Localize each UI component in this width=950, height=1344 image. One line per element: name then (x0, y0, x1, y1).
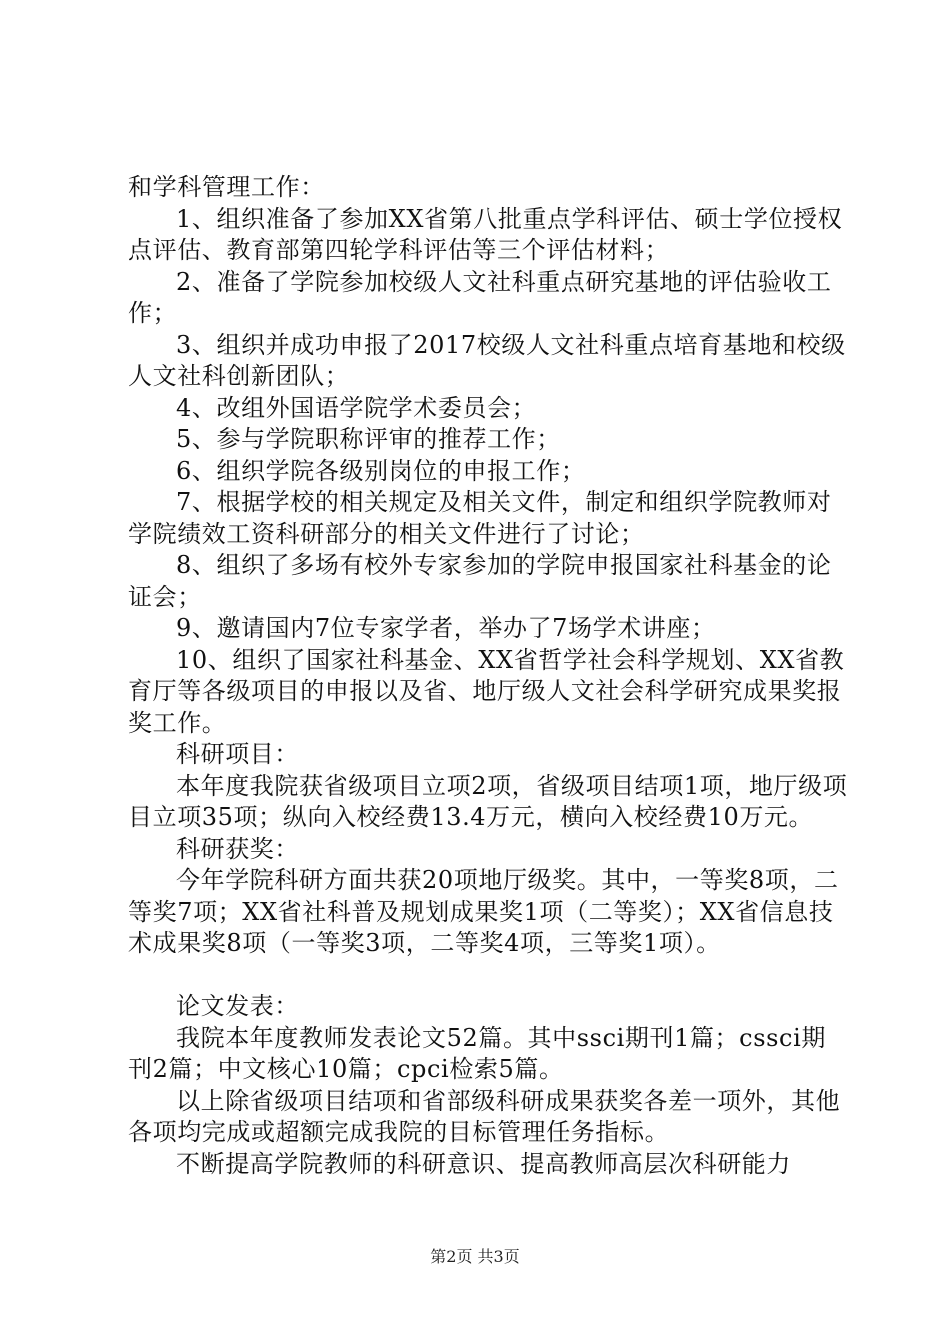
paragraph-continuation: 和学科管理工作： (128, 173, 325, 201)
paragraph-closing: 不断提高学院教师的科研意识、提高教师高层次科研能力 (176, 1149, 791, 1178)
section-heading-research-awards: 科研获奖： (176, 834, 299, 863)
page-number-footer: 第2页 共3页 (430, 1247, 520, 1266)
list-item-9: 9、邀请国内7位专家学者，举办了7场学术讲座； (176, 614, 716, 642)
list-item-3: 3、组织并成功申报了2017校级人文社科重点培育基地和校级人文社科创新团队； (128, 330, 846, 390)
document-body (128, 172, 848, 1180)
list-item-5: 5、参与学院职称评审的推荐工作； (176, 425, 561, 453)
paragraph-publications: 我院本年度教师发表论文52篇。其中ssci期刊1篇；cssci期刊2篇；中文核心10篇；cpci检索5篇。 (128, 1023, 826, 1083)
paragraph-research-awards: 今年学院科研方面共获20项地厅级奖。其中，一等奖8项，二等奖7项；XX省社科普及规划成果奖1项（二等奖）；XX省信息技术成果奖8项（一等奖3项，二等奖4项，三等奖1项）。 (128, 866, 839, 957)
list-item-7: 7、根据学校的相关规定及相关文件，制定和组织学院教师对学院绩效工资科研部分的相关文件进行了讨论； (128, 488, 832, 548)
blank-line (128, 960, 848, 992)
paragraph-research-projects: 本年度我院获省级项目立项2项，省级项目结项1项，地厅级项目立项35项；纵向入校经费13.4万元，横向入校经费10万元。 (128, 771, 848, 831)
paragraph-summary: 以上除省级项目结项和省部级科研成果获奖各差一项外，其他各项均完成或超额完成我院的目标管理任务指标。 (128, 1086, 841, 1146)
section-heading-research-projects: 科研项目： (176, 740, 299, 768)
list-item-8: 8、组织了多场有校外专家参加的学院申报国家社科基金的论证会； (128, 551, 832, 611)
list-item-1: 1、组织准备了参加XX省第八批重点学科评估、硕士学位授权点评估、教育部第四轮学科评估等三个评估材料； (128, 204, 843, 264)
list-item-4: 4、改组外国语学院学术委员会； (176, 393, 537, 422)
section-heading-publications: 论文发表： (176, 992, 299, 1020)
list-item-10: 10、组织了国家社科基金、XX省哲学社会科学规划、XX省教育厅等各级项目的申报以及省、地厅级人文社会科学研究成果奖报奖工作。 (128, 645, 845, 737)
list-item-2: 2、准备了学院参加校级人文社科重点研究基地的评估验收工作； (128, 267, 832, 327)
list-item-6: 6、组织学院各级别岗位的申报工作； (176, 456, 586, 485)
